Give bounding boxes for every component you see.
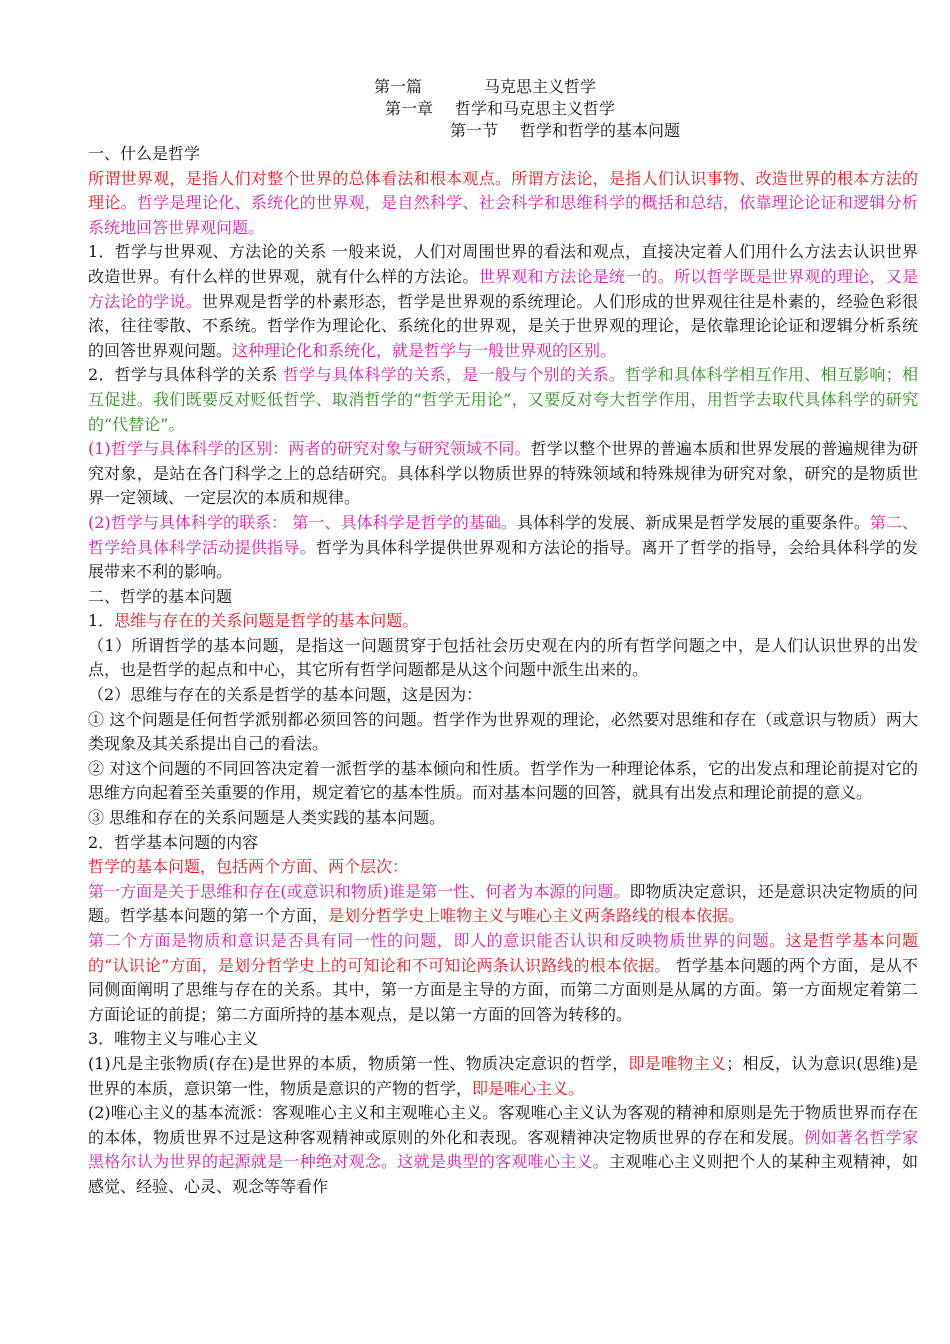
paragraph-group-1 <box>88 167 918 585</box>
text-run: ① 这个问题是任何哲学派别都必须回答的问题。哲学作为世界观的理论，必然要对思维和存在（或意识与物质）两大类现象及其关系提出自己的看法。 <box>88 709 918 754</box>
paragraph <box>88 806 918 831</box>
chapter-name: 哲学和马克思主义哲学 <box>455 99 616 118</box>
section-name: 哲学和哲学的基本问题 <box>520 121 681 140</box>
text-run: 第二、哲学给具体科学活动提供指导。 <box>88 512 918 557</box>
text-run: 3．唯物主义与唯心主义 <box>88 1029 259 1049</box>
text-run: 思维与存在的关系问题是哲学的基本问题。 <box>114 611 419 631</box>
text-run: 哲学基本问题的两个方面，是从不同侧面阐明了思维与存在的关系。其中，第一方面是主导的方面，而第二方面则是从属的方面。第一方面规定着第二方面论证的前提；第二方面所持的基本观点，是以第一方面的回答为转移的。 <box>88 955 918 1024</box>
paragraph <box>88 437 918 511</box>
paragraph-group-2 <box>88 609 918 1199</box>
text-run: 世界观是哲学的朴素形态，哲学是世界观的系统理论。人们形成的世界观往往是朴素的，经验色彩很浓，往往零散、不系统。哲学作为理论化、系统化的世界观，是关于世界观的理论，是依靠理论论证和逻辑分析系统的回答世界观问题。 <box>88 291 918 360</box>
paragraph <box>88 929 918 1027</box>
text-run: 具体科学的发展、新成果是哲学发展的重要条件。 <box>516 512 870 532</box>
text-run: 是划分哲学史上唯物主义与唯心主义两条路线的根本依据。 <box>328 906 745 926</box>
text-run: (1)凡是主张物质(存在)是世界的本质，物质第一性、物质决定意识的哲学， <box>88 1053 629 1073</box>
text-run: （2）思维与存在的关系是哲学的基本问题，这是因为： <box>88 685 483 705</box>
text-run: 2．哲学基本问题的内容 <box>88 832 259 852</box>
paragraph <box>88 167 918 241</box>
text-run: 哲学以整个世界的普遍本质和世界发展的普遍规律为研究对象，是站在各门科学之上的总结研究。具体科学以物质世界的特殊领域和特殊规律为研究对象，研究的是物质世界一定领域、一定层次的本质和规律。 <box>88 439 918 508</box>
text-run: 即物质决定意识，还是意识决定物质的问题。哲学基本问题的第一个方面， <box>88 881 918 926</box>
paragraph <box>88 363 918 437</box>
text-run: 即是唯心主义。 <box>472 1078 585 1098</box>
text-run: 哲学为具体科学提供世界观和方法论的指导。离开了哲学的指导，会给具体科学的发展带来不利的影响。 <box>88 537 918 582</box>
text-run: 第二个方面是物质和意识是否具有同一性的问题，即人的意识能否认识和反映物质世界的问题。 <box>88 931 786 950</box>
heading-basic-question: 二、哲学的基本问题 <box>88 586 233 606</box>
text-run: ② 对这个问题的不同回答决定着一派哲学的基本倾向和性质。哲学作为一种理论体系，它的出发点和理论前提对它的思维方向起着至关重要的作用，规定着它的基本性质。而对基本问题的回答，就具有出发点和理论前提的意义。 <box>88 758 918 803</box>
chapter-number: 第一章 <box>384 99 433 118</box>
paragraph <box>88 708 918 757</box>
text-run: (2)哲学与具体科学的联系： 第一、具体科学是哲学的基础。 <box>88 512 517 532</box>
paragraph <box>88 240 918 363</box>
text-run: 哲学的基本问题，包括两个方面、两个层次： <box>88 857 409 877</box>
text-run: 哲学与具体科学的关系，是一般与个别的关系。 <box>283 365 626 385</box>
text-run: 第一方面是关于思维和存在(或意识和物质)谁是第一性、何者为本源的问题。 <box>88 881 630 901</box>
paragraph <box>88 511 918 585</box>
part-number: 第一篇 <box>373 77 422 96</box>
text-run: 这种理论化和系统化，就是哲学与一般世界观的区别。 <box>232 340 617 360</box>
paragraph <box>88 634 918 683</box>
title-block <box>52 76 918 142</box>
text-run: 所谓世界观，是指人们对整个世界的总体看法和根本观点。所谓方法论，是指人们认识事物、改造世界的根本方法的理论。 <box>88 168 918 213</box>
paragraph <box>88 1052 918 1101</box>
text-run: (2)唯心主义的基本流派：客观唯心主义和主观唯心主义。客观唯心主义认为客观的精神和原则是先于物质世界而存在的本体，物质世界不过是这种客观精神或原则的外化和表现。客观精神决定物质世界的存在和发展。 <box>88 1103 918 1147</box>
document-page <box>88 76 918 1200</box>
text-run: 哲学是理论化、系统化的世界观，是自然科学、社会科学和思维科学的概括和总结，依靠理论论证和逻辑分析系统地回答世界观问题。 <box>88 193 918 237</box>
text-run: ③ 思维和存在的关系问题是人类实践的基本问题。 <box>88 808 446 828</box>
text-run: 2．哲学与具体科学的关系 <box>88 365 284 385</box>
section-title <box>52 120 918 142</box>
paragraph <box>88 757 918 806</box>
text-run: （1）所谓哲学的基本问题，是指这一问题贯穿于包括社会历史观在内的所有哲学问题之中，是人们认识世界的出发点，也是哲学的起点和中心，其它所有哲学问题都是从这个问题中派生出来的。 <box>88 635 918 680</box>
text-run: 哲学和具体科学相互作用、相互影响；相互促进。我们既要反对贬低哲学、取消哲学的“哲学无用论”，又要反对夸大哲学作用，用哲学去取代具体科学的研究的“代替论”。 <box>88 365 918 434</box>
paragraph <box>88 1027 918 1052</box>
text-run: 这是哲学基本问题的“认识论”方面，是划分哲学史上的可知论和不可知论两条认识路线的根本依据。 <box>88 931 918 975</box>
text-run: (1)哲学与具体科学的区别：两者的研究对象与研究领域不同。 <box>88 439 531 459</box>
paragraph <box>88 880 918 929</box>
heading-what-is-philosophy: 一、什么是哲学 <box>88 144 201 163</box>
part-title <box>52 76 918 98</box>
paragraph <box>88 1101 918 1199</box>
part-name: 马克思主义哲学 <box>484 77 597 96</box>
paragraph <box>88 831 918 856</box>
text-run: 世界观和方法论是统一的。所以哲学既是世界观的理论，又是方法论的学说。 <box>88 266 918 311</box>
text-run: 即是唯物主义 <box>628 1053 727 1073</box>
section-number: 第一节 <box>449 121 498 140</box>
text-run: 主观唯心主义则把个人的某种主观精神，如感觉、经验、心灵、观念等等看作 <box>88 1152 918 1196</box>
text-run: 1． <box>88 611 115 631</box>
text-run: 例如著名哲学家黑格尔认为世界的起源就是一种绝对观念。这就是典型的客观唯心主义。 <box>88 1127 918 1172</box>
paragraph <box>88 855 918 880</box>
paragraph <box>88 683 918 708</box>
text-run: 1．哲学与世界观、方法论的关系 一般来说，人们对周围世界的看法和观点，直接决定着人们用什么方法去认识世界改造世界。有什么样的世界观，就有什么样的方法论。 <box>88 242 918 286</box>
chapter-title <box>52 98 918 120</box>
paragraph <box>88 609 918 634</box>
text-run: ；相反，认为意识(思维)是世界的本质，意识第一性，物质是意识的产物的哲学， <box>88 1053 918 1098</box>
